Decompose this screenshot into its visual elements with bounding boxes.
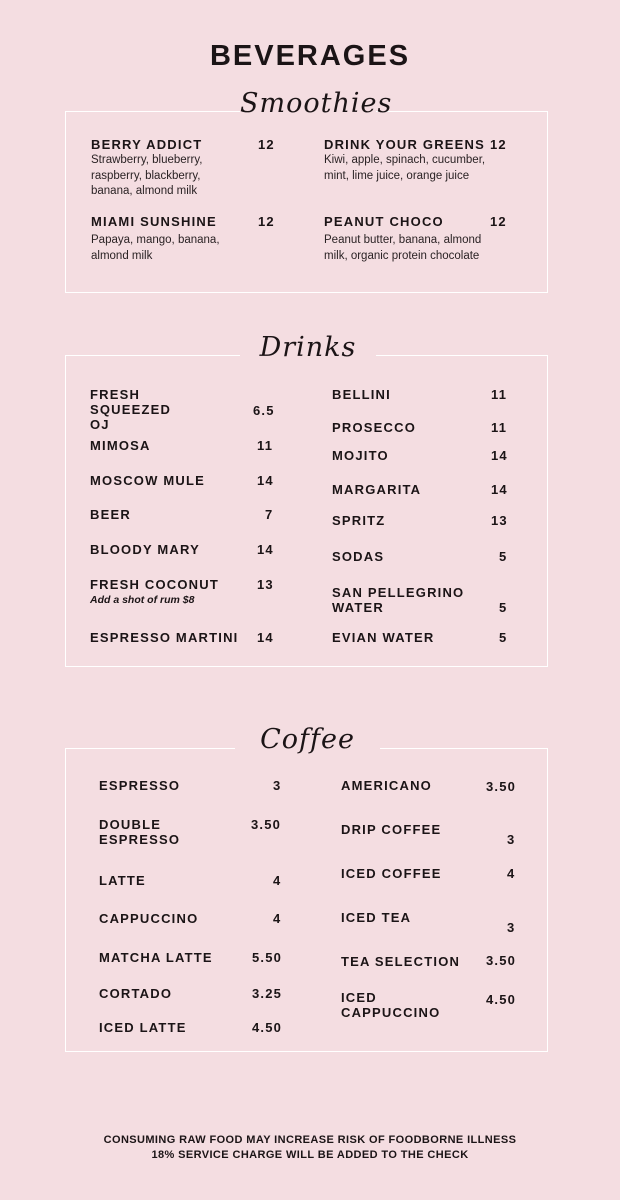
item-name: CORTADO bbox=[99, 986, 173, 1001]
item-price: 11 bbox=[491, 420, 508, 435]
item-name: DRINK YOUR GREENS bbox=[324, 137, 486, 152]
item-price: 4 bbox=[273, 911, 282, 926]
item-price: 6.5 bbox=[253, 403, 275, 418]
item-name: SAN PELLEGRINO WATER bbox=[332, 585, 465, 615]
item-note: Add a shot of rum $8 bbox=[90, 594, 195, 606]
item-name: FRESH COCONUT bbox=[90, 577, 219, 592]
item-name: BELLINI bbox=[332, 387, 391, 402]
coffee-heading: Coffee bbox=[235, 724, 380, 766]
item-name: ICED COFFEE bbox=[341, 866, 442, 881]
item-price: 5 bbox=[499, 600, 508, 615]
item-price: 12 bbox=[490, 214, 507, 229]
item-name: BEER bbox=[90, 507, 131, 522]
item-price: 12 bbox=[490, 137, 507, 152]
page-title: BEVERAGES bbox=[209, 40, 411, 72]
smoothies-heading: Smoothies bbox=[240, 88, 376, 128]
item-name: DOUBLE ESPRESSO bbox=[99, 817, 181, 847]
item-name: CAPPUCCINO bbox=[99, 911, 199, 926]
item-price: 3.50 bbox=[486, 779, 517, 794]
item-name: MOSCOW MULE bbox=[90, 473, 206, 488]
item-price: 14 bbox=[257, 630, 274, 645]
item-description: Kiwi, apple, spinach, cucumber, mint, lime juice, orange juice bbox=[324, 154, 486, 182]
coffee-box bbox=[65, 748, 548, 1052]
item-name: PEANUT CHOCO bbox=[324, 214, 444, 229]
item-price: 4.50 bbox=[486, 992, 517, 1007]
footer-line: 18% SERVICE CHARGE WILL BE ADDED TO THE CHECK bbox=[151, 1149, 469, 1161]
item-name: FRESH SQUEEZED OJ bbox=[90, 387, 172, 432]
item-price: 14 bbox=[257, 542, 274, 557]
item-price: 4 bbox=[507, 866, 516, 881]
item-name: LATTE bbox=[99, 873, 146, 888]
item-price: 14 bbox=[491, 448, 508, 463]
item-price: 12 bbox=[258, 137, 275, 152]
item-name: MATCHA LATTE bbox=[99, 950, 213, 965]
item-name: PROSECCO bbox=[332, 420, 417, 435]
item-name: MIMOSA bbox=[90, 438, 151, 453]
item-name: ESPRESSO bbox=[99, 778, 181, 793]
item-name: TEA SELECTION bbox=[341, 954, 461, 969]
item-price: 7 bbox=[265, 507, 274, 522]
item-name: BERRY ADDICT bbox=[91, 137, 203, 152]
footer-line: CONSUMING RAW FOOD MAY INCREASE RISK OF FOODBORNE ILLNESS bbox=[103, 1134, 517, 1146]
footer-disclaimer bbox=[0, 1133, 620, 1163]
item-price: 11 bbox=[257, 438, 274, 453]
item-price: 3.25 bbox=[252, 986, 283, 1001]
item-price: 13 bbox=[257, 577, 274, 592]
item-name: MARGARITA bbox=[332, 482, 422, 497]
item-description: Peanut butter, banana, almond milk, organic protein chocolate bbox=[324, 234, 482, 262]
item-price: 14 bbox=[491, 482, 508, 497]
item-name: MOJITO bbox=[332, 448, 389, 463]
item-name: ICED LATTE bbox=[99, 1020, 187, 1035]
item-price: 4.50 bbox=[252, 1020, 283, 1035]
item-price: 13 bbox=[491, 513, 508, 528]
item-name: ICED CAPPUCCINO bbox=[341, 990, 441, 1020]
item-name: BLOODY MARY bbox=[90, 542, 200, 557]
item-name: MIAMI SUNSHINE bbox=[91, 214, 217, 229]
drinks-heading: Drinks bbox=[240, 332, 376, 372]
item-name: AMERICANO bbox=[341, 778, 432, 793]
item-price: 5 bbox=[499, 549, 508, 564]
item-price: 14 bbox=[257, 473, 274, 488]
item-description: Papaya, mango, banana, almond milk bbox=[91, 234, 220, 262]
item-price: 3 bbox=[507, 832, 516, 847]
item-description: Strawberry, blueberry, raspberry, blackberry, banana, almond milk bbox=[91, 154, 203, 197]
item-price: 5 bbox=[499, 630, 508, 645]
item-price: 3 bbox=[507, 920, 516, 935]
item-price: 3.50 bbox=[251, 817, 282, 832]
item-price: 11 bbox=[491, 387, 508, 402]
item-name: ESPRESSO MARTINI bbox=[90, 630, 239, 645]
item-name: SODAS bbox=[332, 549, 385, 564]
item-price: 5.50 bbox=[252, 950, 283, 965]
item-price: 4 bbox=[273, 873, 282, 888]
item-name: DRIP COFFEE bbox=[341, 822, 442, 837]
item-price: 12 bbox=[258, 214, 275, 229]
item-name: ICED TEA bbox=[341, 910, 412, 925]
item-price: 3 bbox=[273, 778, 282, 793]
item-price: 3.50 bbox=[486, 953, 517, 968]
item-name: SPRITZ bbox=[332, 513, 386, 528]
item-name: EVIAN WATER bbox=[332, 630, 435, 645]
